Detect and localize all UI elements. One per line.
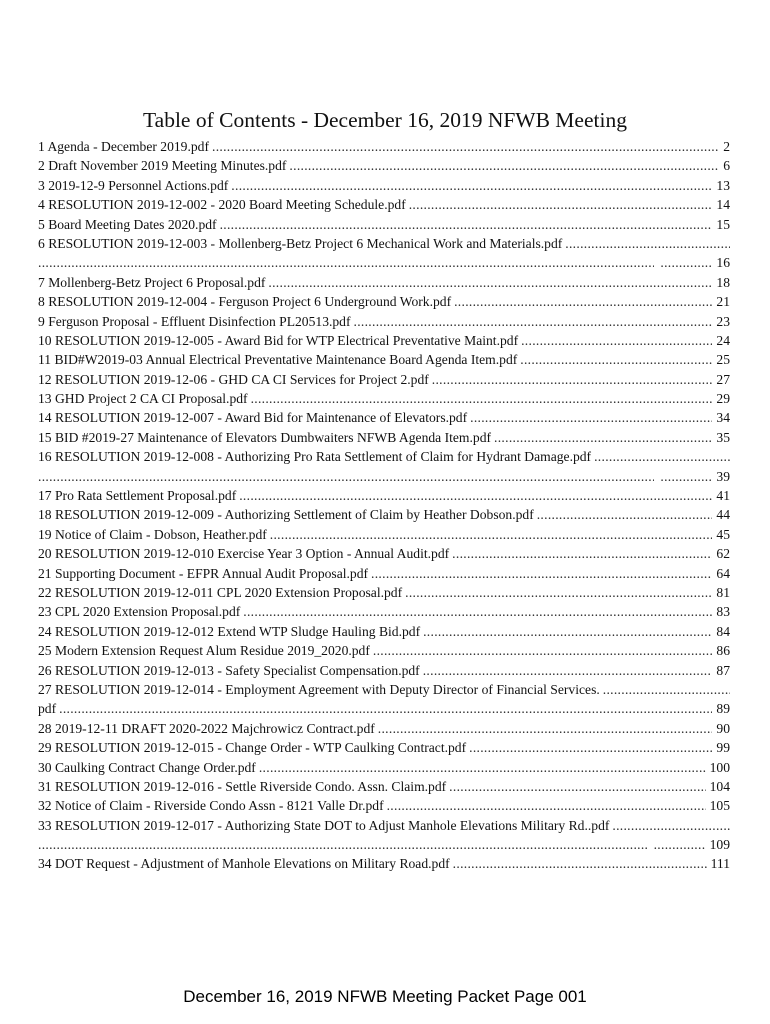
toc-entry[interactable] (38, 777, 730, 796)
toc-entry[interactable] (38, 350, 730, 369)
toc-entry-page: 13 (716, 177, 730, 193)
toc-entry-page: 81 (716, 584, 730, 600)
toc-entry[interactable] (38, 215, 730, 234)
dot-leader (220, 215, 713, 234)
toc-entry[interactable] (38, 641, 730, 660)
toc-entry-label: 15 BID #2019-27 Maintenance of Elevators Dumbwaiters NFWB Agenda Item.pdf (38, 429, 492, 445)
dot-leader (594, 447, 730, 466)
toc-entry-label: 19 Notice of Claim - Dobson, Heather.pdf (38, 526, 267, 542)
toc-entry-page: 45 (716, 526, 730, 542)
toc-entry-label: 11 BID#W2019-03 Annual Electrical Preventative Maintenance Board Agenda Item.pdf (38, 352, 518, 368)
toc-entry[interactable] (38, 835, 730, 854)
toc-entry-page: 23 (716, 313, 730, 329)
toc-entry-page: 90 (716, 720, 730, 736)
dot-leader (268, 273, 712, 292)
dot-leader (521, 331, 712, 350)
toc-entry-label: 17 Pro Rata Settlement Proposal.pdf (38, 488, 237, 504)
dot-leader (371, 564, 712, 583)
toc-entry-label: 1 Agenda - December 2019.pdf (38, 139, 209, 154)
toc-entry-label: 28 2019-12-11 DRAFT 2020-2022 Majchrowicz Contract.pdf (38, 720, 375, 736)
toc-entry[interactable] (38, 156, 730, 175)
dot-leader (387, 796, 706, 815)
dot-leader (38, 467, 654, 486)
toc-entry-page: 41 (716, 488, 730, 504)
toc-entry-label: 30 Caulking Contract Change Order.pdf (38, 759, 256, 775)
toc-entry-label: 5 Board Meeting Dates 2020.pdf (38, 216, 217, 232)
toc-entry[interactable] (38, 661, 730, 680)
toc-entry-label: 29 RESOLUTION 2019-12-015 - Change Order - WTP Caulking Contract.pdf (38, 740, 467, 756)
toc-entry[interactable] (38, 796, 730, 815)
toc-entry-label: 20 RESOLUTION 2019-12-010 Exercise Year 3 Option - Annual Audit.pdf (38, 546, 450, 562)
dot-leader (409, 195, 713, 214)
toc-entry-page: 25 (716, 352, 730, 368)
toc-entry-page: 21 (716, 294, 730, 310)
toc-entry[interactable] (38, 389, 730, 408)
toc-entry[interactable] (38, 292, 730, 311)
dot-leader (239, 486, 712, 505)
toc-entry-label: 24 RESOLUTION 2019-12-012 Extend WTP Sludge Hauling Bid.pdf (38, 623, 421, 639)
toc-entry-label: 22 RESOLUTION 2019-12-011 CPL 2020 Extension Proposal.pdf (38, 584, 403, 600)
page-footer: December 16, 2019 NFWB Meeting Packet Page 001 (183, 987, 587, 1006)
dot-leader (537, 505, 713, 524)
toc-entry[interactable] (38, 564, 730, 583)
dot-leader (603, 680, 730, 699)
toc-entry-label: 14 RESOLUTION 2019-12-007 - Award Bid for Maintenance of Elevators.pdf (38, 410, 468, 426)
toc-entry-page: 62 (716, 546, 730, 562)
toc-entry-page: 111 (710, 856, 730, 872)
toc-entry[interactable] (38, 370, 730, 389)
toc-entry-page: 34 (716, 410, 730, 426)
toc-entry[interactable] (38, 486, 730, 505)
toc-entry[interactable] (38, 195, 730, 214)
dot-leader (354, 312, 713, 331)
toc-entry[interactable] (38, 699, 730, 718)
toc-entry[interactable] (38, 544, 730, 563)
dot-leader (38, 253, 654, 272)
dot-leader (378, 719, 713, 738)
toc-entry-label: 7 Mollenberg-Betz Project 6 Proposal.pdf (38, 274, 266, 290)
dot-leader (405, 583, 712, 602)
dot-leader (59, 699, 712, 718)
toc-entry-label: 12 RESOLUTION 2019-12-06 - GHD CA CI Services for Project 2.pdf (38, 371, 429, 387)
dot-leader (520, 350, 712, 369)
toc-entry-label: 34 DOT Request - Adjustment of Manhole Elevations on Military Road.pdf (38, 856, 450, 872)
dot-leader (453, 854, 707, 873)
toc-entry-page: 18 (716, 274, 730, 290)
dot-leader (289, 156, 719, 175)
dot-leader (423, 622, 712, 641)
toc-entry[interactable] (38, 234, 730, 253)
toc-entry[interactable] (38, 447, 730, 466)
page-title: Table of Contents - December 16, 2019 NFWB Meeting (143, 108, 627, 132)
toc-entry[interactable] (38, 602, 730, 621)
table-of-contents (38, 137, 730, 874)
toc-entry-page: 44 (716, 507, 730, 523)
toc-entry-page: 100 (709, 759, 730, 775)
dot-leader (660, 467, 712, 486)
toc-entry-page: 104 (709, 778, 730, 794)
toc-entry-page: 86 (716, 643, 730, 659)
toc-entry-label: 23 CPL 2020 Extension Proposal.pdf (38, 604, 241, 620)
toc-entry-label: 27 RESOLUTION 2019-12-014 - Employment Agreement with Deputy Director of Financial Services. (38, 681, 600, 697)
dot-leader (243, 602, 712, 621)
toc-entry[interactable] (38, 331, 730, 350)
dot-leader (454, 292, 712, 311)
toc-entry[interactable] (38, 854, 730, 873)
toc-entry[interactable] (38, 816, 730, 835)
toc-entry-page: 16 (716, 255, 730, 271)
dot-leader (38, 835, 648, 854)
toc-entry-label: 21 Supporting Document - EFPR Annual Audit Proposal.pdf (38, 565, 369, 581)
toc-entry-page: 29 (716, 391, 730, 407)
dot-leader (373, 641, 713, 660)
toc-entry[interactable] (38, 176, 730, 195)
dot-leader (432, 370, 713, 389)
toc-entry[interactable] (38, 428, 730, 447)
dot-leader (469, 738, 712, 757)
toc-entry-page: 84 (716, 623, 730, 639)
toc-entry[interactable] (38, 719, 730, 738)
dot-leader (470, 408, 712, 427)
toc-entry-label: 31 RESOLUTION 2019-12-016 - Settle Riverside Condo. Assn. Claim.pdf (38, 778, 447, 794)
toc-entry-label: 16 RESOLUTION 2019-12-008 - Authorizing Pro Rata Settlement of Claim for Hydrant Damage.pdf (38, 449, 592, 465)
toc-entry[interactable] (38, 273, 730, 292)
dot-leader (494, 428, 712, 447)
toc-entry-label: 13 GHD Project 2 CA CI Proposal.pdf (38, 391, 248, 407)
toc-entry-page: 15 (716, 216, 730, 232)
toc-entry[interactable] (38, 253, 730, 272)
dot-leader (212, 137, 719, 156)
dot-leader (449, 777, 705, 796)
toc-entry-page: 105 (709, 798, 730, 814)
toc-entry[interactable] (38, 525, 730, 544)
toc-entry-label: 25 Modern Extension Request Alum Residue 2019_2020.pdf (38, 643, 370, 659)
toc-entry[interactable] (38, 738, 730, 757)
toc-entry[interactable] (38, 408, 730, 427)
toc-entry-label: 2 Draft November 2019 Meeting Minutes.pdf (38, 158, 287, 174)
toc-entry-label: pdf (38, 701, 57, 717)
dot-leader (660, 253, 712, 272)
toc-entry-page: 24 (716, 332, 730, 348)
toc-entry[interactable] (38, 467, 730, 486)
toc-entry-page: 99 (716, 740, 730, 756)
toc-entry-page: 6 (723, 158, 730, 174)
toc-entry-page: 87 (716, 662, 730, 678)
toc-entry[interactable] (38, 312, 730, 331)
toc-entry-label: 9 Ferguson Proposal - Effluent Disinfection PL20513.pdf (38, 313, 351, 329)
toc-entry[interactable] (38, 505, 730, 524)
toc-entry-page: 14 (716, 197, 730, 213)
toc-entry-label: 6 RESOLUTION 2019-12-003 - Mollenberg-Betz Project 6 Mechanical Work and Materials.pdf (38, 235, 563, 251)
toc-entry-label: 26 RESOLUTION 2019-12-013 - Safety Specialist Compensation.pdf (38, 662, 420, 678)
toc-entry[interactable] (38, 680, 730, 699)
toc-entry-page: 109 (709, 837, 730, 853)
toc-entry-page: 64 (716, 565, 730, 581)
toc-entry-label: 3 2019-12-9 Personnel Actions.pdf (38, 177, 229, 193)
toc-entry-label: 8 RESOLUTION 2019-12-004 - Ferguson Project 6 Underground Work.pdf (38, 294, 452, 310)
toc-entry-label: 32 Notice of Claim - Riverside Condo Assn - 8121 Valle Dr.pdf (38, 798, 384, 814)
toc-entry-label: 4 RESOLUTION 2019-12-002 - 2020 Board Meeting Schedule.pdf (38, 197, 406, 213)
toc-entry-page: 2 (723, 139, 730, 154)
dot-leader (612, 816, 730, 835)
toc-entry[interactable] (38, 758, 730, 777)
dot-leader (654, 835, 706, 854)
toc-entry-page: 83 (716, 604, 730, 620)
toc-entry[interactable] (38, 137, 730, 156)
toc-entry-label: 33 RESOLUTION 2019-12-017 - Authorizing State DOT to Adjust Manhole Elevations Military Rd..pdf (38, 817, 610, 833)
dot-leader (423, 661, 713, 680)
toc-entry-page: 35 (716, 429, 730, 445)
toc-entry[interactable] (38, 583, 730, 602)
toc-entry-label: 18 RESOLUTION 2019-12-009 - Authorizing Settlement of Claim by Heather Dobson.pdf (38, 507, 534, 523)
toc-entry-label: 10 RESOLUTION 2019-12-005 - Award Bid for WTP Electrical Preventative Maint.pdf (38, 332, 519, 348)
dot-leader (231, 176, 712, 195)
dot-leader (270, 525, 713, 544)
toc-entry-page: 27 (716, 371, 730, 387)
toc-entry[interactable] (38, 622, 730, 641)
dot-leader (251, 389, 713, 408)
toc-entry-page: 89 (716, 701, 730, 717)
dot-leader (452, 544, 712, 563)
dot-leader (565, 234, 730, 253)
dot-leader (259, 758, 706, 777)
toc-entry-page: 39 (716, 468, 730, 484)
